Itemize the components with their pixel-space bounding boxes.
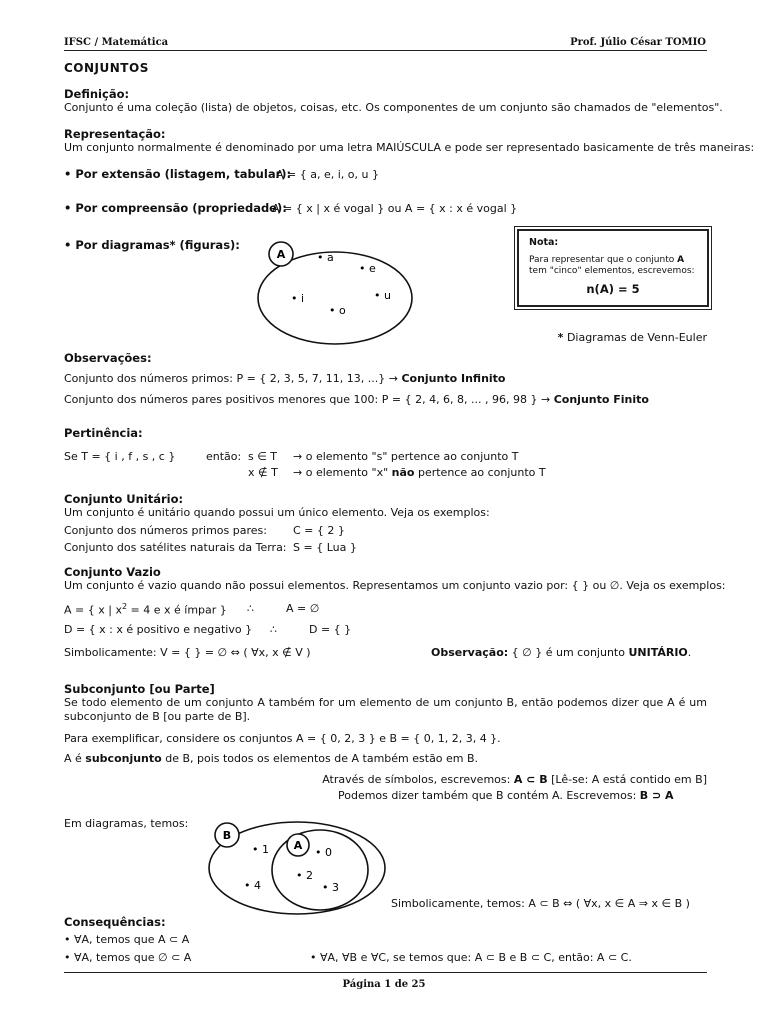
nota-formula: n(A) = 5 bbox=[586, 282, 640, 296]
element-0: • 0 bbox=[315, 846, 332, 859]
nota-box bbox=[517, 229, 709, 307]
vazio-ex2-therefore: ∴ bbox=[270, 623, 277, 636]
obs-primos bbox=[64, 372, 506, 385]
nota-line2: tem "cinco" elementos, escrevemos: bbox=[529, 266, 695, 276]
obs-primos-result: Conjunto Infinito bbox=[401, 372, 506, 385]
header-rule bbox=[64, 50, 707, 51]
vazio-text: Um conjunto é vazio quando não possui elementos. Representamos um conjunto vazio por: { } ou ∅. Veja os exemplos: bbox=[64, 579, 726, 592]
consequencias-item3: • ∀A, ∀B e ∀C, se temos que: A ⊂ B e B ⊂ C, então: A ⊂ C. bbox=[310, 951, 632, 964]
unitario-ex2-label: Conjunto dos satélites naturais da Terra: bbox=[64, 541, 287, 554]
subconjunto-simbolos-pre: Através de símbolos, escrevemos: bbox=[322, 773, 514, 786]
representacao-heading: Representação: bbox=[64, 127, 166, 141]
element-i: • i bbox=[291, 292, 305, 305]
pertinencia-x-post: pertence ao conjunto T bbox=[414, 466, 546, 479]
unitario-heading: Conjunto Unitário: bbox=[64, 492, 184, 506]
nota-line1-bold: A bbox=[677, 255, 685, 265]
element-2: • 2 bbox=[296, 869, 313, 882]
venn-diagram-a bbox=[255, 238, 415, 348]
extensao-value: A = { a, e, i, o, u } bbox=[276, 168, 379, 181]
nota-title: Nota: bbox=[529, 237, 559, 248]
vazio-obs-label: Observação: bbox=[431, 646, 509, 659]
subconjunto-conclusao-bold: subconjunto bbox=[85, 752, 162, 765]
vazio-observacao bbox=[431, 646, 691, 659]
pertinencia-heading: Pertinência: bbox=[64, 426, 143, 440]
unitario-ex1-label: Conjunto dos números primos pares: bbox=[64, 524, 267, 537]
set-b-label: B bbox=[222, 829, 232, 842]
unitario-text: Um conjunto é unitário quando possui um único elemento. Veja os exemplos: bbox=[64, 506, 490, 519]
element-a: • a bbox=[317, 251, 334, 264]
subconjunto-contem-pre: Podemos dizer também que B contém A. Escrevemos: bbox=[338, 789, 640, 802]
compreensao-value: A = { x | x é vogal } ou A = { x : x é vogal } bbox=[272, 202, 518, 215]
vazio-ex1-sup: 2 bbox=[121, 602, 128, 611]
vazio-ex1-post: = 4 e x é ímpar } bbox=[127, 603, 227, 617]
pertinencia-entao: então: bbox=[206, 450, 242, 463]
obs-pares-result: Conjunto Finito bbox=[553, 393, 649, 406]
element-1: • 1 bbox=[252, 843, 269, 856]
nota-line1-text: Para representar que o conjunto bbox=[529, 255, 678, 265]
extensao-label: • Por extensão (listagem, tabular): bbox=[64, 167, 292, 181]
pertinencia-s-text: → o elemento "s" pertence ao conjunto T bbox=[293, 450, 519, 463]
obs-pares bbox=[64, 393, 649, 406]
nota-line1 bbox=[529, 255, 684, 265]
venn-note bbox=[558, 331, 707, 344]
venn-note-star: * bbox=[557, 331, 564, 344]
consequencias-item1: • ∀A, temos que A ⊂ A bbox=[64, 933, 190, 946]
definicao-heading: Definição: bbox=[64, 87, 130, 101]
page-title: CONJUNTOS bbox=[64, 61, 149, 75]
element-o: • o bbox=[329, 304, 346, 317]
page-number: Página 1 de 25 bbox=[342, 979, 426, 990]
vazio-heading: Conjunto Vazio bbox=[64, 565, 161, 579]
subconjunto-simbolos-post: [Lê-se: A está contido em B] bbox=[547, 773, 707, 786]
subconjunto-conclusao-post: de B, pois todos os elementos de A também estão em B. bbox=[161, 752, 479, 765]
subconjunto-diagramas: Em diagramas, temos: bbox=[64, 817, 189, 830]
obs-primos-text: Conjunto dos números primos: P = { 2, 3, 5, 7, 11, 13, ...} → bbox=[64, 372, 402, 385]
vazio-ex2: D = { x : x é positivo e negativo } bbox=[64, 623, 253, 636]
consequencias-heading: Consequências: bbox=[64, 915, 166, 929]
unitario-ex1-value: C = { 2 } bbox=[293, 524, 345, 537]
subconjunto-heading: Subconjunto [ou Parte] bbox=[64, 682, 215, 696]
definicao-text: Conjunto é uma coleção (lista) de objetos, coisas, etc. Os componentes de um conjunto são chamados de "elementos". bbox=[64, 101, 723, 114]
subconjunto-exemplo: Para exemplificar, considere os conjuntos A = { 0, 2, 3 } e B = { 0, 1, 2, 3, 4 }. bbox=[64, 732, 501, 745]
consequencias-item2: • ∀A, temos que ∅ ⊂ A bbox=[64, 951, 192, 964]
compreensao-label: • Por compreensão (propriedade): bbox=[64, 201, 287, 215]
diagramas-label: • Por diagramas* (figuras): bbox=[64, 238, 240, 252]
venn-diagram-subset bbox=[200, 818, 390, 918]
subconjunto-simbolicamente: Simbolicamente, temos: A ⊂ B ⇔ ( ∀x, x ∈ A ⇒ x ∈ B ) bbox=[391, 897, 690, 910]
pertinencia-set: Se T = { i , f , s , c } bbox=[64, 450, 176, 463]
element-3: • 3 bbox=[322, 881, 339, 894]
set-a-label: A bbox=[276, 248, 286, 261]
vazio-ex1-result: A = ∅ bbox=[286, 602, 320, 615]
subconjunto-simbolos-bold: A ⊂ B bbox=[513, 773, 548, 786]
element-u: • u bbox=[374, 289, 391, 302]
obs-pares-text: Conjunto dos números pares positivos menores que 100: P = { 2, 4, 6, 8, ... , 96, 98 } → bbox=[64, 393, 554, 406]
header-left: IFSC / Matemática bbox=[64, 37, 169, 48]
observacoes-heading: Observações: bbox=[64, 351, 152, 365]
vazio-simbolicamente: Simbolicamente: V = { } = ∅ ⇔ ( ∀x, x ∉ V ) bbox=[64, 646, 311, 659]
subconjunto-text: Se todo elemento de um conjunto A também for um elemento de um conjunto B, então podemos dizer que A é um subconjunto de B [ou parte de B]. bbox=[64, 696, 707, 723]
vazio-ex1-pre: A = { x | x bbox=[64, 603, 122, 617]
vazio-ex1 bbox=[64, 602, 227, 617]
set-a-inner-label: A bbox=[293, 839, 303, 852]
venn-note-text: Diagramas de Venn-Euler bbox=[566, 331, 707, 344]
pertinencia-x-pre: → o elemento "x" bbox=[293, 466, 392, 479]
vazio-obs-post: . bbox=[687, 646, 692, 659]
pertinencia-x-text bbox=[293, 466, 546, 479]
element-4: • 4 bbox=[244, 879, 261, 892]
subconjunto-conclusao bbox=[64, 752, 478, 765]
subconjunto-contem-bold: B ⊃ A bbox=[639, 789, 674, 802]
pertinencia-s-symbol: s ∈ T bbox=[248, 450, 278, 463]
set-a-inner-ellipse bbox=[272, 830, 368, 910]
representacao-text: Um conjunto normalmente é denominado por uma letra MAIÚSCULA e pode ser representado basicamente de três maneiras: bbox=[64, 141, 755, 154]
vazio-ex2-result: D = { } bbox=[309, 623, 352, 636]
vazio-obs-pre: { ∅ } é um conjunto bbox=[508, 646, 629, 659]
unitario-ex2-value: S = { Lua } bbox=[293, 541, 357, 554]
subconjunto-simbolos bbox=[322, 773, 707, 786]
header-right: Prof. Júlio César TOMIO bbox=[570, 37, 706, 48]
subconjunto-contem bbox=[338, 789, 674, 802]
vazio-obs-bold: UNITÁRIO bbox=[628, 646, 688, 659]
vazio-ex1-therefore: ∴ bbox=[247, 602, 254, 615]
footer-rule bbox=[64, 972, 707, 973]
pertinencia-x-symbol: x ∉ T bbox=[248, 466, 278, 479]
pertinencia-x-bold: não bbox=[391, 466, 415, 479]
subconjunto-conclusao-pre: A é bbox=[64, 752, 86, 765]
element-e: • e bbox=[359, 262, 376, 275]
